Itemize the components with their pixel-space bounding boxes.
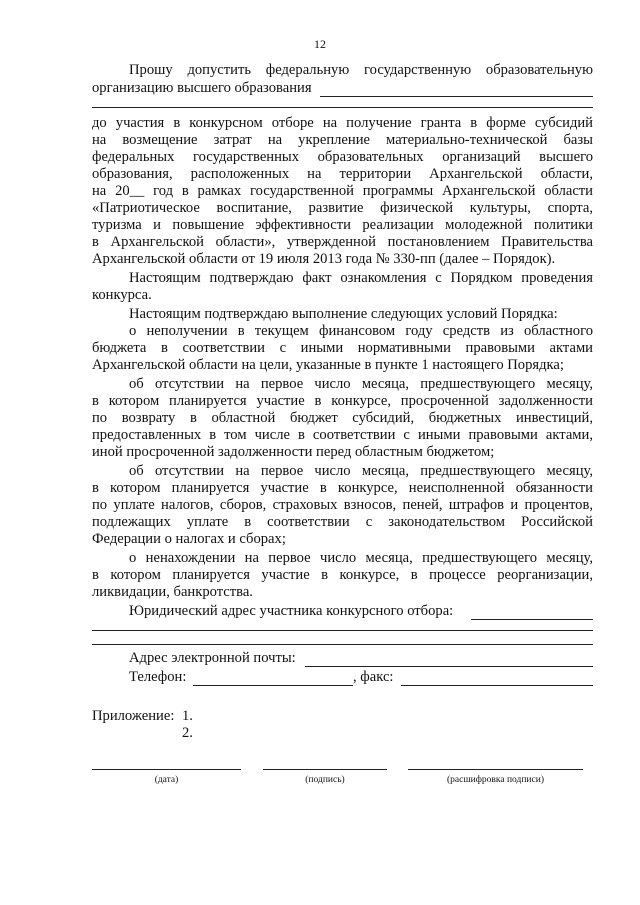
date-line[interactable] <box>92 769 241 770</box>
legal-address-blank[interactable] <box>471 619 593 620</box>
attachment-item-1: 1. <box>182 708 193 724</box>
condition-2-line: предоставленных в том числе в соответствии с иными правовыми актами, <box>92 427 593 443</box>
attachment-item-2: 2. <box>182 725 193 741</box>
legal-address-label: Юридический адрес участника конкурсного отбора: <box>129 603 454 619</box>
fax-blank[interactable] <box>401 685 593 686</box>
condition-3-line: об отсутствии на первое число месяца, предшествующего месяцу, <box>129 463 593 479</box>
purpose-line: на 20__ год в рамках государственной программы Архангельской области <box>92 183 593 199</box>
purpose-line: «Патриотическое воспитание, развитие физической культуры, спорта, <box>92 200 593 216</box>
phone-label: Телефон: <box>129 669 187 685</box>
attachment-label: Приложение: <box>92 708 175 724</box>
legal-address-blank-3[interactable] <box>92 644 593 645</box>
fax-label: , факс: <box>353 669 394 685</box>
request-line-2: организацию высшего образования <box>92 80 312 96</box>
purpose-line: до участия в конкурсном отборе на получение гранта в форме субсидий <box>92 115 593 131</box>
condition-3-line: в котором планируется участие в конкурсе, неисполненной обязанности <box>92 480 593 496</box>
conditions-intro: Настоящим подтверждаю выполнение следующих условий Порядка: <box>129 306 558 322</box>
purpose-line: туризма и повышение эффективности реализации молодежной политики <box>92 217 593 233</box>
condition-2-line: иной просроченной задолженности перед областным бюджетом; <box>92 444 495 460</box>
organization-name-blank <box>320 96 593 97</box>
acknowledge-line-2: конкурса. <box>92 287 152 303</box>
signature-line[interactable] <box>263 769 387 770</box>
signature-decoding-caption: (расшифровка подписи) <box>447 775 544 785</box>
purpose-line: на возмещение затрат на укрепление материально-технической базы <box>92 132 593 148</box>
condition-4-line: в котором планируется участие в конкурсе, в процессе реорганизации, <box>92 567 593 583</box>
email-label: Адрес электронной почты: <box>129 650 296 666</box>
legal-address-blank-2[interactable] <box>92 630 593 631</box>
condition-4-line: ликвидации, банкротства. <box>92 584 253 600</box>
condition-2-line: в котором планируется участие в конкурсе, просроченной задолженности <box>92 393 593 409</box>
signature-decoding-line[interactable] <box>408 769 583 770</box>
condition-3-line: подлежащих уплате в соответствии с законодательством Российской <box>92 514 593 530</box>
condition-4-line: о ненахождении на первое число месяца, предшествующего месяцу, <box>129 550 593 566</box>
condition-1-line: Архангельской области на цели, указанные в пункте 1 настоящего Порядка; <box>92 357 564 373</box>
condition-1-line: о неполучении в текущем финансовом году средств из областного <box>129 323 593 339</box>
condition-3-line: Федерации о налогах и сборах; <box>92 531 286 547</box>
page-number: 12 <box>314 37 326 51</box>
acknowledge-line-1: Настоящим подтверждаю факт ознакомления с Порядком проведения <box>129 270 593 286</box>
email-blank[interactable] <box>305 666 593 667</box>
date-caption: (дата) <box>154 775 179 785</box>
condition-1-line: бюджета в соответствии с иными нормативными правовыми актами <box>92 340 593 356</box>
condition-2-line: по возврату в областной бюджет субсидий, бюджетных инвестиций, <box>92 410 593 426</box>
phone-blank[interactable] <box>193 685 353 686</box>
purpose-line: образования, расположенных на территории Архангельской области, <box>92 166 593 182</box>
condition-3-line: по уплате налогов, сборов, страховых взносов, пеней, штрафов и процентов, <box>92 497 593 513</box>
purpose-line: в Архангельской области», утвержденной постановлением Правительства <box>92 234 593 250</box>
organization-name-blank-2 <box>92 107 593 108</box>
condition-2-line: об отсутствии на первое число месяца, предшествующего месяцу, <box>129 376 593 392</box>
purpose-line: Архангельской области от 19 июля 2013 года № 330-пп (далее – Порядок). <box>92 251 556 267</box>
purpose-line: федеральных государственных образовательных организаций высшего <box>92 149 593 165</box>
signature-caption: (подпись) <box>305 775 345 785</box>
request-line-1: Прошу допустить федеральную государственную образовательную <box>129 62 593 78</box>
